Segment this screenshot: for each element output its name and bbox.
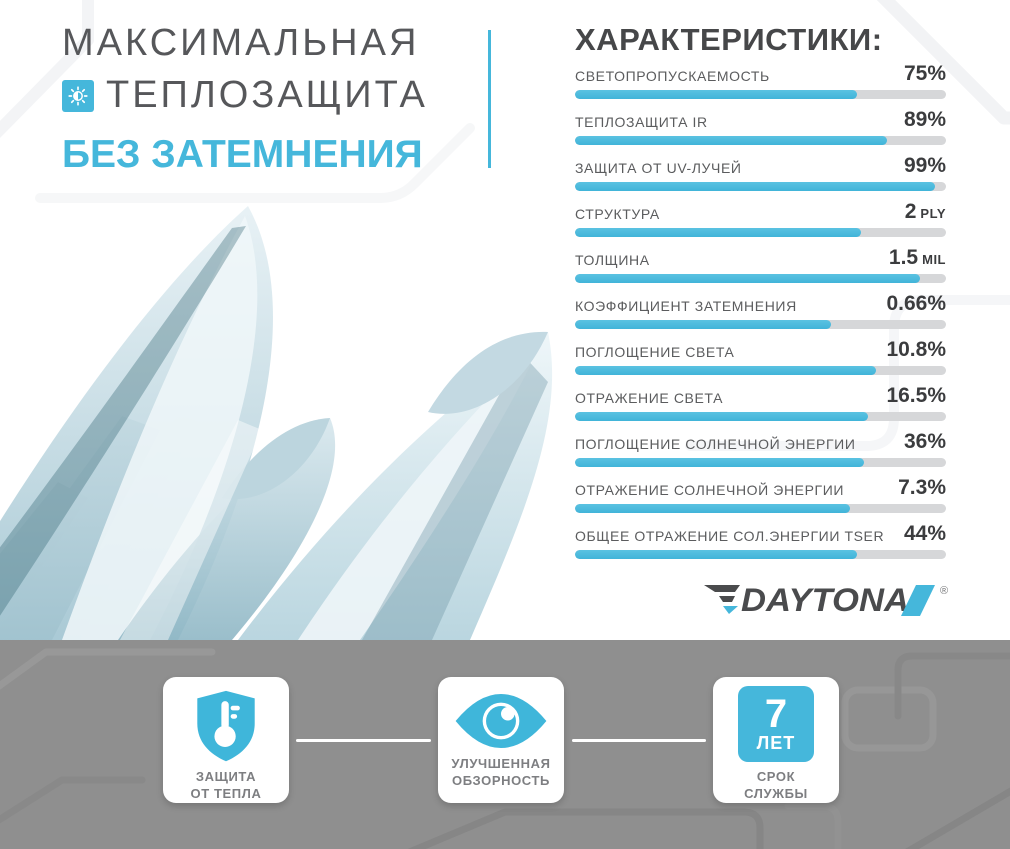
characteristic-label: ОТРАЖЕНИЕ СВЕТА	[575, 390, 724, 406]
characteristic-bar-track	[575, 274, 946, 283]
characteristic-row	[575, 110, 946, 145]
characteristic-row	[575, 294, 946, 329]
characteristic-label: ЗАЩИТА ОТ UV-ЛУЧЕЙ	[575, 160, 742, 176]
characteristic-value: 7.3%	[898, 476, 946, 499]
characteristic-value: 44%	[903, 522, 946, 545]
characteristic-row	[575, 478, 946, 513]
characteristic-row	[575, 340, 946, 375]
characteristic-unit: PLY	[920, 206, 946, 221]
characteristic-value: 2 PLY	[904, 200, 946, 223]
badge-label: УЛУЧШЕННАЯ ОБЗОРНОСТЬ	[451, 756, 551, 788]
characteristic-label: СВЕТОПРОПУСКАЕМОСТЬ	[575, 68, 770, 84]
characteristic-bar-track	[575, 182, 946, 191]
characteristic-bar-fill	[575, 320, 831, 329]
characteristic-value: 10.8%	[886, 338, 946, 361]
characteristic-bar-fill	[575, 412, 868, 421]
characteristic-bar-fill	[575, 366, 876, 375]
characteristic-bar-fill	[575, 274, 920, 283]
badge-service-life	[713, 677, 839, 803]
badge-connector-line	[296, 739, 431, 742]
characteristic-label: ОБЩЕЕ ОТРАЖЕНИЕ СОЛ.ЭНЕРГИИ TSER	[575, 528, 885, 544]
badge-label: ЗАЩИТА ОТ ТЕПЛА	[190, 769, 262, 802]
characteristic-unit: MIL	[922, 252, 946, 267]
characteristic-bar-fill	[575, 182, 935, 191]
characteristic-value: 16.5%	[886, 384, 946, 407]
characteristics-rows	[575, 64, 946, 570]
years-unit: ЛЕТ	[756, 732, 796, 753]
badge-connector-line	[572, 739, 706, 742]
characteristic-label: СТРУКТУРА	[575, 206, 660, 222]
shield-thermometer-icon	[196, 690, 256, 762]
characteristic-label: ПОГЛОЩЕНИЕ СВЕТА	[575, 344, 735, 360]
characteristic-label: ТЕПЛОЗАЩИТА IR	[575, 114, 708, 130]
characteristic-bar-track	[575, 228, 946, 237]
characteristic-bar-fill	[575, 228, 861, 237]
characteristic-bar-fill	[575, 550, 857, 559]
title-line-2-text: ТЕПЛОЗАЩИТА	[106, 74, 428, 116]
characteristic-bar-track	[575, 412, 946, 421]
characteristic-value: 75%	[903, 62, 946, 85]
title-line-3: БЕЗ ЗАТЕМНЕНИЯ	[62, 133, 423, 176]
characteristic-bar-fill	[575, 458, 864, 467]
characteristic-row	[575, 248, 946, 283]
characteristic-value: 36%	[903, 430, 946, 453]
badge-label: СРОК СЛУЖБЫ	[744, 769, 808, 801]
characteristic-value: 0.66%	[886, 292, 946, 315]
years-number: 7	[764, 691, 788, 736]
characteristic-bar-track	[575, 550, 946, 559]
footer-band	[0, 640, 1010, 849]
characteristic-bar-track	[575, 458, 946, 467]
speed-wing-icon	[704, 585, 740, 614]
characteristic-value: 1.5 MIL	[888, 246, 946, 269]
characteristic-bar-fill	[575, 136, 887, 145]
characteristics-heading: ХАРАКТЕРИСТИКИ:	[575, 22, 883, 57]
title-line-1: МАКСИМАЛЬНАЯ	[62, 22, 420, 64]
characteristic-bar-track	[575, 90, 946, 99]
characteristic-label: ПОГЛОЩЕНИЕ СОЛНЕЧНОЙ ЭНЕРГИИ	[575, 436, 856, 452]
vertical-divider	[488, 30, 491, 168]
characteristic-bar-track	[575, 136, 946, 145]
characteristic-bar-track	[575, 366, 946, 375]
sun-brightness-icon	[62, 80, 94, 112]
characteristic-bar-fill	[575, 90, 857, 99]
characteristic-row	[575, 156, 946, 191]
characteristic-bar-track	[575, 504, 946, 513]
warranty-7-years-icon	[738, 686, 814, 762]
characteristic-row	[575, 64, 946, 99]
logo-text: DAYTONA	[741, 582, 909, 618]
characteristic-value: 99%	[903, 154, 946, 177]
characteristic-label: ТОЛЩИНА	[575, 252, 650, 268]
characteristic-row	[575, 524, 946, 559]
eye-icon	[454, 693, 548, 749]
characteristic-bar-track	[575, 320, 946, 329]
characteristic-row	[575, 432, 946, 467]
characteristic-row	[575, 202, 946, 237]
characteristic-row	[575, 386, 946, 421]
characteristic-bar-fill	[575, 504, 850, 513]
characteristic-label: КОЭФФИЦИЕНТ ЗАТЕМНЕНИЯ	[575, 298, 797, 314]
registered-mark: ®	[940, 585, 949, 597]
brand-logo	[704, 578, 960, 622]
title-line-2	[62, 74, 428, 117]
badge-heat-protection	[163, 677, 289, 803]
characteristic-label: ОТРАЖЕНИЕ СОЛНЕЧНОЙ ЭНЕРГИИ	[575, 482, 845, 498]
badge-improved-visibility	[438, 677, 564, 803]
characteristic-value: 89%	[903, 108, 946, 131]
